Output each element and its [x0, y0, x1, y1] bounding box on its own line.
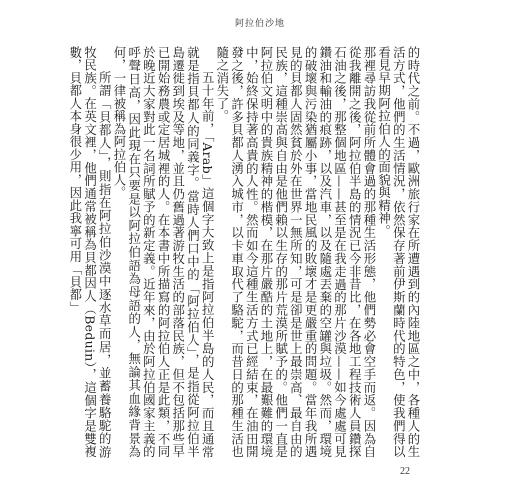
running-head: 阿拉伯沙地 — [234, 19, 285, 29]
paragraph-3: 五十年前，「Arab」這個字大致上是指阿拉伯半島的人民，而且通常就是指貝都人的同義字。當時人們口中的「阿拉伯人」，是指從阿拉伯半島遷徙到埃及等地，並且仍舊過著游牧生活的部落民族，但不包括那些早已開始務農或定居城裡的人。在本書中所描寫的阿拉伯人正是此類，不同於晚近大家對此一名詞所賦予的新定義。近年來，由於阿拉伯國家主義的呼聲日高，因此現在只要是以阿拉伯語為母語的人，無論其血緣背景為何，一律被稱為阿拉伯人。 — [111, 46, 216, 458]
page-number: 22 — [400, 466, 410, 477]
paragraph-1: 的時代之前。不過，歐洲旅行家在所遭遇到的內陸地區之中，各種人的生活方式，他們的生活情況，依然保存著前伊斯蘭時代的特色，使我們得以看見早期阿拉伯人的面貌與精神。 — [376, 46, 421, 458]
body-text — [67, 46, 421, 458]
paragraph-2: 那裡尋訪我從前所體會過的那種生活形態，他們勢必會空手而返。因為自從我離開之後，阿拉伯半島的情況已今非昔比，在各地工程技術人員鑽探石油之後，那整個地區——甚至是在我走過的那片沙漠——如今處處可見鑽油和輸油的痕跡，以及汽車，以及隨處丟棄的空罐與垃圾。然而，環境的破壞與污染猶屬小事，當地民風的敗壞才是更嚴重的問題。當年我所遇見的貝都人固然貧於外在世界一無所知，可是卻是世上最崇高、最自由的民族，這種崇高與自由是他們賴以生存的那片荒漠所賦予的。他們一直是阿拉伯文明中的貴族精神的楷模，在那片嚴酷的土地上，在最艱難的環境中，始終保持著高貴的人性。然而如今這種生活方式已經結束，在油田開發之後，許多貝都人湧入城市，以卡車取代了駱駝，而昔日的那種生活也隨之消失了。 — [214, 46, 377, 458]
paragraph-4: 所謂「貝都人」，則指在阿拉伯沙漠中逐水草而居，並蓄養駱駝的游牧民族。在英文裡，他們通常被稱為貝都因人（Beduin），這個字是雙複數，貝都人本身很少用，因此我寧可用「貝都」 — [67, 46, 113, 458]
